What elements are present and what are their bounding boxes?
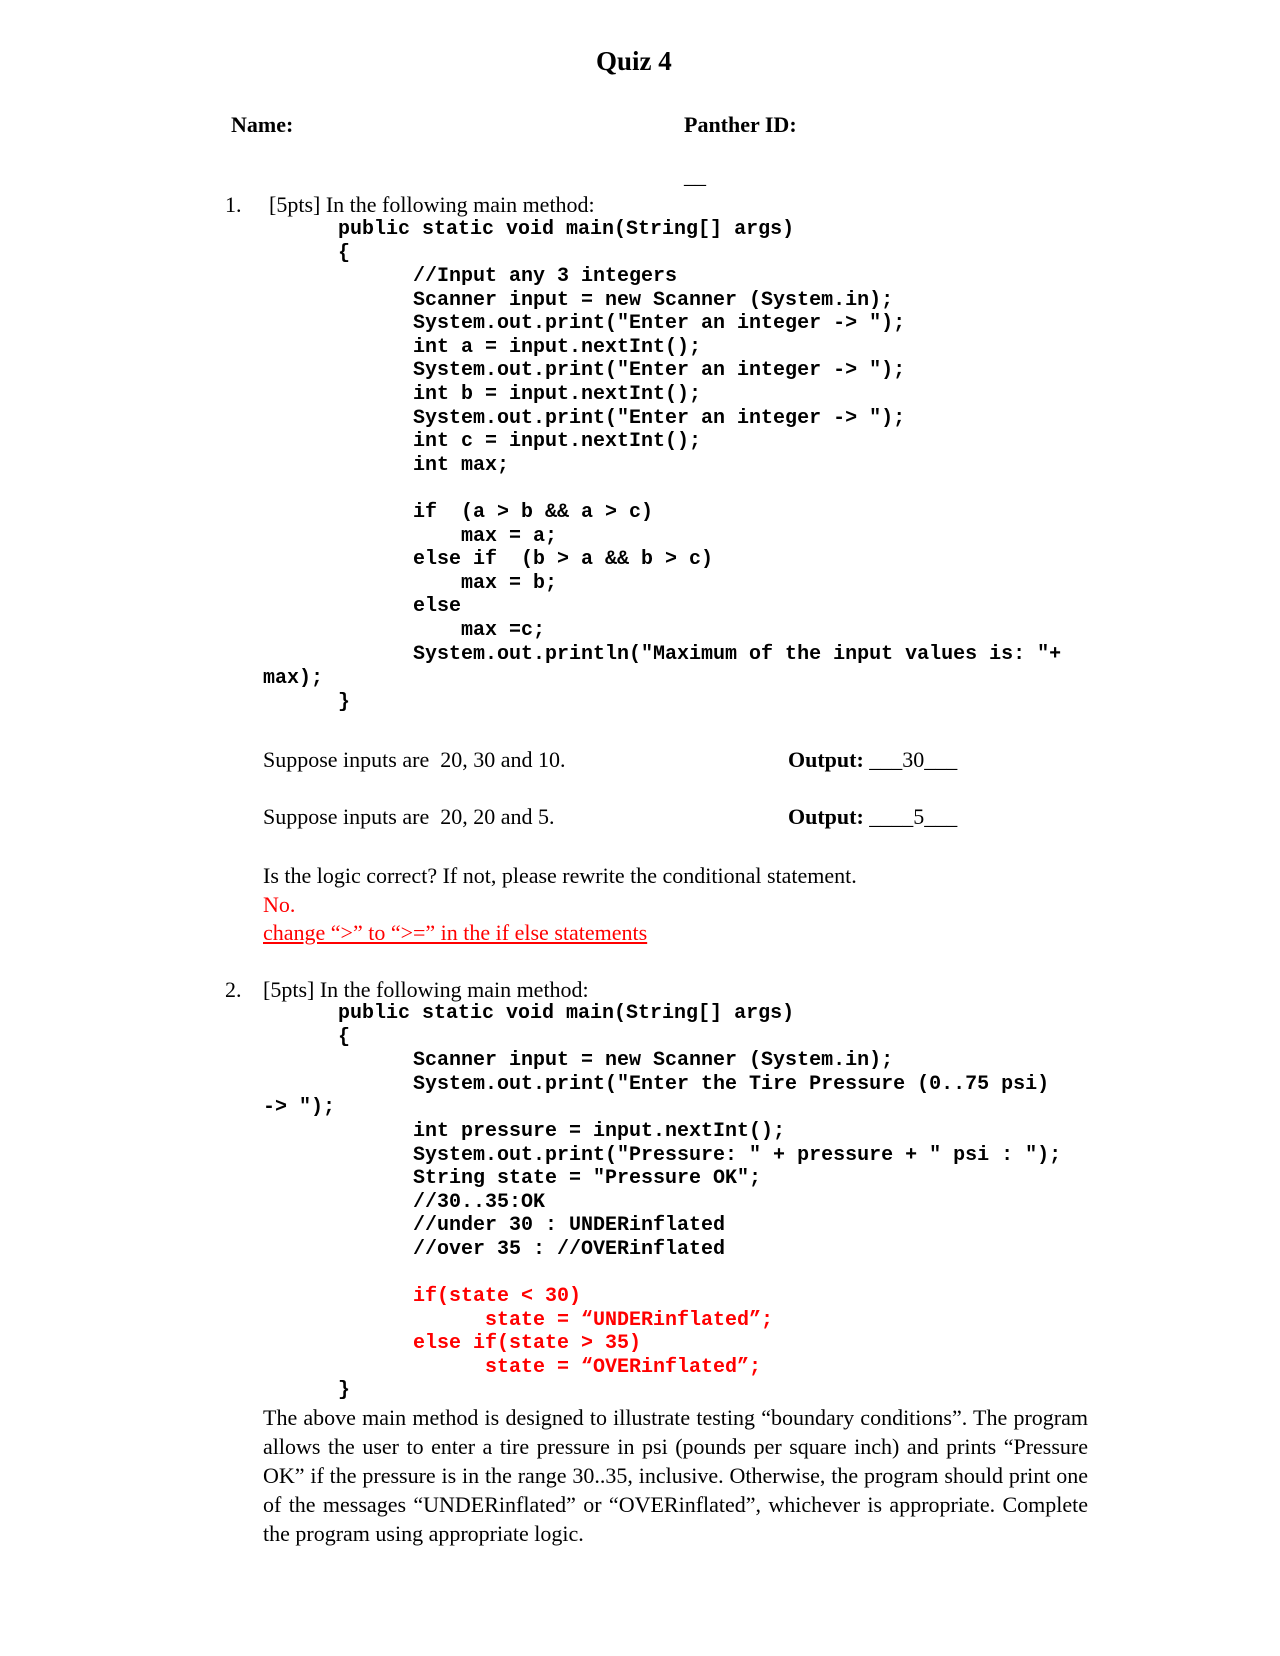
panther-id-blank: __	[684, 163, 706, 188]
q2-code-close-brace: }	[338, 1379, 351, 1402]
q1-code-open-brace: {	[338, 242, 351, 265]
q1-case1-output	[788, 746, 957, 773]
q2-code-open-brace: {	[338, 1026, 351, 1049]
q1-prompt: [5pts] In the following main method:	[269, 192, 595, 217]
panther-id-label: Panther ID:	[684, 112, 797, 137]
q2-description: The above main method is designed to illustrate testing “boundary conditions”. The program allows the user to enter a tire pressure in psi (pounds per square inch) and prints “Pressure OK” if the pressure is in the range 30..35, inclusive. Otherwise, the program should print one of the messages “UNDERinflated” or “OVERinflated”, whichever is appropriate. Complete the program using appropriate logic.	[263, 1405, 1088, 1546]
q2-code-signature: public static void main(String[] args)	[338, 1002, 795, 1025]
q1-question: Is the logic correct? If not, please rewrite the conditional statement.	[263, 863, 857, 888]
q1-code-body: //Input any 3 integers Scanner input = new Scanner (System.in); System.out.print("Enter an integer -> "); int a = input.nextInt(); System.out.print("Enter an integer -> "); int b = input.nextInt(); System.out.print("Enter an integer -> "); int c = input.nextInt(); int max; if (a > b && a > c) max = a; else if (b > a && b > c) max = b; else max =c; System.out.println("Maximum of the input values is: "+	[413, 265, 1062, 666]
q2-code-wrap: -> ");	[263, 1096, 336, 1119]
q1-case2-output	[788, 803, 957, 830]
q1-code-close-brace: }	[338, 691, 351, 714]
q2-code-body-a: Scanner input = new Scanner (System.in); System.out.print("Enter the Tire Pressure (0..75 psi)	[413, 1049, 1050, 1096]
q1-code-signature: public static void main(String[] args)	[338, 218, 795, 241]
q2-code-body-b: int pressure = input.nextInt(); System.out.print("Pressure: " + pressure + " psi : "); String state = "Pressure OK"; //30..35:OK //under 30 : UNDERinflated //over 35 : //OVERinflated	[413, 1120, 1062, 1261]
q2-number: 2.	[225, 977, 242, 1002]
q1-case2-output-value: ____5___	[863, 804, 958, 829]
q2-code-answer: if(state < 30) state = “UNDERinflated”; else if(state > 35) state = “OVERinflated”;	[413, 1285, 774, 1379]
q1-case1-output-value: ___30___	[863, 747, 958, 772]
q1-case1-text: Suppose inputs are 20, 30 and 10.	[263, 747, 566, 772]
q1-code-wrap: max);	[263, 667, 324, 690]
name-label: Name:	[231, 112, 294, 137]
quiz-title: Quiz 4	[596, 46, 672, 76]
q1-answer-line1: No.	[263, 892, 296, 917]
q1-number: 1.	[225, 192, 242, 217]
q1-case2-output-label: Output:	[788, 804, 864, 829]
q1-answer-line2: change “>” to “>=” in the if else statements	[263, 920, 648, 945]
q1-case2-text: Suppose inputs are 20, 20 and 5.	[263, 804, 555, 829]
q2-prompt: [5pts] In the following main method:	[263, 977, 589, 1002]
q1-case1-output-label: Output:	[788, 747, 864, 772]
